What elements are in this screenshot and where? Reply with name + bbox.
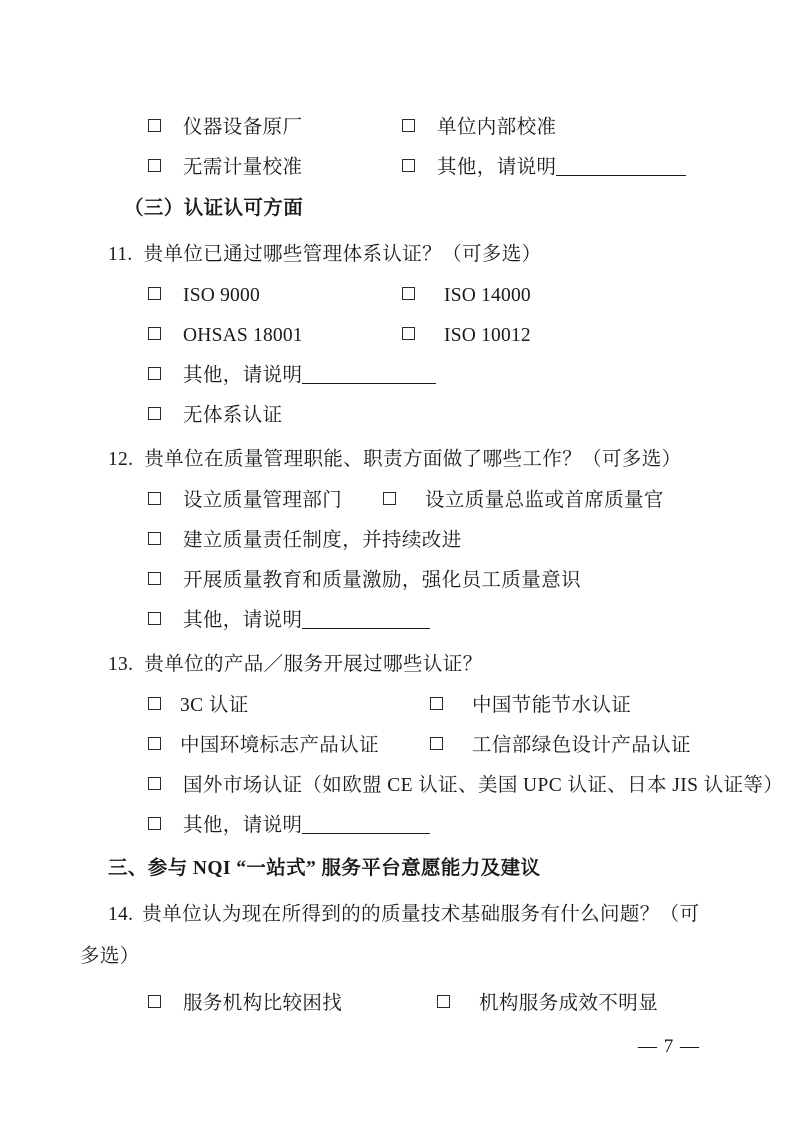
checkbox-icon[interactable] [148, 327, 161, 340]
option-overseas-market-certification[interactable] [148, 766, 783, 806]
checkbox-icon[interactable] [430, 697, 443, 710]
question-11 [108, 234, 692, 276]
fill-in-blank[interactable] [302, 818, 430, 834]
option-label: ISO 9000 [183, 285, 260, 306]
question-text: 贵单位在质量管理职能、职责方面做了哪些工作？（可多选） [144, 449, 682, 470]
option-label: 设立质量管理部门 [183, 490, 343, 511]
checkbox-icon[interactable] [402, 287, 415, 300]
option-label: 3C 认证 [180, 695, 249, 716]
question-12 [108, 439, 692, 481]
checkbox-icon[interactable] [148, 737, 161, 750]
option-service-effect-not-obvious[interactable] [437, 984, 658, 1024]
question-text: 贵单位已通过哪些管理体系认证？（可多选） [143, 244, 542, 265]
option-miit-green-design-product[interactable] [430, 726, 691, 766]
option-hard-to-find-service-agency[interactable] [148, 984, 342, 1024]
q13-option-row-1 [108, 686, 692, 726]
option-label: 机构服务成效不明显 [479, 993, 659, 1014]
checkbox-icon[interactable] [148, 532, 161, 545]
option-label: 中国环境标志产品认证 [180, 735, 380, 756]
checkbox-icon[interactable] [148, 612, 161, 625]
checkbox-icon[interactable] [148, 697, 161, 710]
option-quality-education-incentives[interactable] [148, 561, 581, 601]
option-label: OHSAS 18001 [183, 325, 303, 346]
question-text-line-1: 贵单位认为现在所得到的的质量技术基础服务有什么问题？（可 [142, 904, 700, 925]
carryover-option-row-2 [108, 148, 692, 188]
q13-option-row-2 [108, 726, 692, 766]
checkbox-icon[interactable] [402, 119, 415, 132]
checkbox-icon[interactable] [383, 492, 396, 505]
option-iso-14000[interactable] [402, 276, 531, 316]
option-label: 无需计量校准 [183, 157, 303, 178]
question-14 [80, 894, 700, 978]
option-label: 无体系认证 [183, 405, 283, 426]
option-no-system-certification[interactable] [148, 396, 283, 436]
checkbox-icon[interactable] [148, 572, 161, 585]
option-other-specify[interactable] [148, 356, 436, 396]
option-quality-responsibility-system[interactable] [148, 521, 462, 561]
q13-option-row-4 [108, 806, 692, 846]
question-number: 12. [108, 449, 134, 470]
fill-in-blank[interactable] [302, 613, 430, 629]
option-instrument-manufacturer[interactable] [148, 108, 302, 148]
option-china-energy-water-saving[interactable] [430, 686, 631, 726]
q14-option-row-1 [108, 984, 692, 1024]
carryover-option-row-1 [108, 108, 692, 148]
option-label: 其他，请说明 [183, 610, 303, 631]
question-number: 14. [108, 904, 134, 925]
question-14-line-2 [80, 936, 692, 978]
option-internal-calibration[interactable] [402, 108, 556, 148]
option-label: 建立质量责任制度，并持续改进 [183, 530, 462, 551]
page-number: — 7 — [638, 1036, 700, 1057]
option-label: 开展质量教育和质量激励，强化员工质量意识 [183, 570, 582, 591]
option-3c-certification[interactable] [148, 686, 249, 726]
question-number: 13. [108, 654, 134, 675]
option-label: 国外市场认证（如欧盟 CE 认证、美国 UPC 认证、日本 JIS 认证等） [183, 775, 784, 796]
major-section-heading: 三、参与 NQI “一站式” 服务平台意愿能力及建议 [108, 858, 541, 879]
q12-option-row-3 [108, 561, 692, 601]
checkbox-icon[interactable] [148, 119, 161, 132]
question-14-line-1 [108, 894, 700, 936]
checkbox-icon[interactable] [148, 159, 161, 172]
checkbox-icon[interactable] [437, 995, 450, 1008]
q12-option-row-4 [108, 601, 692, 641]
option-iso-9000[interactable] [148, 276, 260, 316]
question-text: 贵单位的产品／服务开展过哪些认证？ [144, 654, 483, 675]
q11-option-row-2 [108, 316, 692, 356]
question-text-line-2: 多选） [80, 946, 140, 967]
option-label: 单位内部校准 [437, 117, 557, 138]
option-label: 其他，请说明 [183, 815, 303, 836]
q11-option-row-3 [108, 356, 692, 396]
checkbox-icon[interactable] [148, 777, 161, 790]
option-ohsas-18001[interactable] [148, 316, 303, 356]
option-other-specify[interactable] [148, 806, 430, 846]
checkbox-icon[interactable] [148, 995, 161, 1008]
checkbox-icon[interactable] [402, 159, 415, 172]
checkbox-icon[interactable] [402, 327, 415, 340]
option-label: 设立质量总监或首席质量官 [425, 490, 664, 511]
option-label: 仪器设备原厂 [183, 117, 303, 138]
checkbox-icon[interactable] [430, 737, 443, 750]
fill-in-blank[interactable] [556, 160, 686, 176]
option-other-specify[interactable] [148, 601, 430, 641]
option-china-environmental-label[interactable] [148, 726, 379, 766]
option-label: 其他，请说明 [437, 157, 557, 178]
q11-option-row-1 [108, 276, 692, 316]
option-iso-10012[interactable] [402, 316, 531, 356]
option-set-up-quality-department[interactable] [148, 481, 342, 521]
checkbox-icon[interactable] [148, 407, 161, 420]
question-13 [108, 644, 692, 686]
option-appoint-quality-director[interactable] [383, 481, 664, 521]
q11-option-row-4 [108, 396, 692, 436]
section-heading: （三）认证认可方面 [124, 198, 304, 219]
checkbox-icon[interactable] [148, 817, 161, 830]
option-other-specify[interactable] [402, 148, 686, 188]
option-label: 中国节能节水认证 [472, 695, 632, 716]
q12-option-row-2 [108, 521, 692, 561]
question-number: 11. [108, 244, 133, 265]
checkbox-icon[interactable] [148, 492, 161, 505]
option-label: 工信部绿色设计产品认证 [472, 735, 691, 756]
page-content [80, 108, 784, 1024]
fill-in-blank[interactable] [302, 368, 436, 384]
q13-option-row-3 [108, 766, 784, 806]
option-label: ISO 10012 [444, 325, 531, 346]
option-label: ISO 14000 [444, 285, 531, 306]
option-label: 其他，请说明 [183, 365, 303, 386]
option-no-calibration-needed[interactable] [148, 148, 302, 188]
checkbox-icon[interactable] [148, 287, 161, 300]
q12-option-row-1 [108, 481, 692, 521]
checkbox-icon[interactable] [148, 367, 161, 380]
option-label: 服务机构比较困找 [183, 993, 343, 1014]
